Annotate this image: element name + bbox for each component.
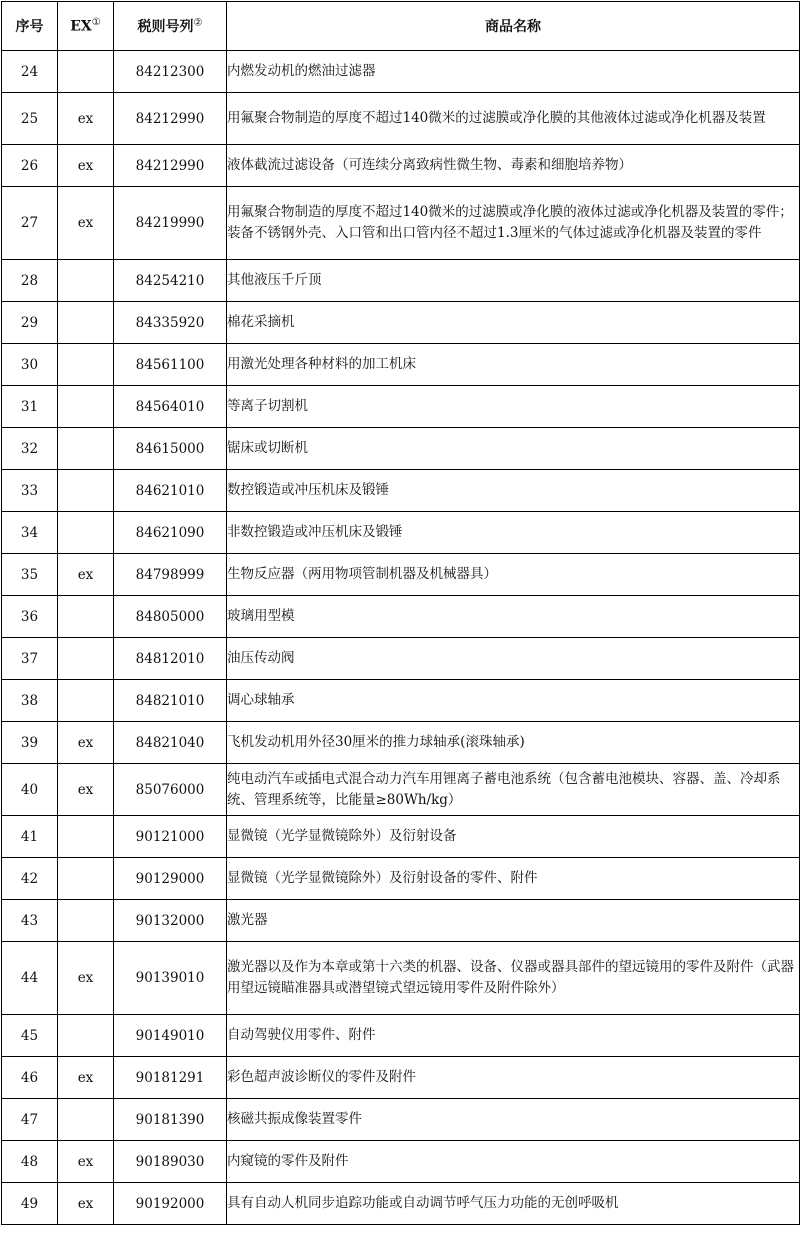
product-name-cell: 内燃发动机的燃油过滤器: [227, 51, 800, 93]
tariff-code-cell: 84212990: [114, 145, 227, 187]
tariff-code-cell: 84564010: [114, 386, 227, 428]
serial-number-cell: 38: [2, 680, 58, 722]
header-row: [2, 2, 800, 51]
table-row: [2, 764, 800, 816]
ex-marker-cell: ex: [58, 1183, 114, 1225]
serial-number-cell: 42: [2, 858, 58, 900]
serial-number-cell: 49: [2, 1183, 58, 1225]
product-name-cell: 生物反应器（两用物项管制机器及机械器具）: [227, 554, 800, 596]
serial-number-cell: 29: [2, 302, 58, 344]
table-row: [2, 858, 800, 900]
table-row: [2, 596, 800, 638]
ex-footnote-marker: ①: [91, 17, 101, 29]
tariff-code-cell: 84212990: [114, 93, 227, 145]
tariff-code-cell: 84821040: [114, 722, 227, 764]
product-name-cell: 核磁共振成像装置零件: [227, 1099, 800, 1141]
tariff-code-cell: 84335920: [114, 302, 227, 344]
table-row: [2, 816, 800, 858]
tariff-code-cell: 84561100: [114, 344, 227, 386]
tariff-code-cell: 84821010: [114, 680, 227, 722]
table-row: [2, 51, 800, 93]
header-product-name: 商品名称: [227, 2, 800, 51]
serial-number-cell: 25: [2, 93, 58, 145]
table-row: [2, 900, 800, 942]
product-name-cell: 非数控锻造或冲压机床及锻锤: [227, 512, 800, 554]
code-footnote-marker: ②: [193, 17, 203, 29]
table-row: [2, 1057, 800, 1099]
ex-marker-cell: ex: [58, 554, 114, 596]
product-name-cell: 具有自动人机同步追踪功能或自动调节呼气压力功能的无创呼吸机: [227, 1183, 800, 1225]
tariff-code-cell: 84812010: [114, 638, 227, 680]
table-row: [2, 1183, 800, 1225]
ex-marker-cell: [58, 260, 114, 302]
serial-number-cell: 32: [2, 428, 58, 470]
serial-number-cell: 24: [2, 51, 58, 93]
serial-number-cell: 33: [2, 470, 58, 512]
table-row: [2, 344, 800, 386]
ex-marker-cell: ex: [58, 187, 114, 260]
table-row: [2, 722, 800, 764]
tariff-table: [1, 1, 800, 1225]
serial-number-cell: 40: [2, 764, 58, 816]
ex-marker-cell: [58, 596, 114, 638]
product-name-cell: 用氟聚合物制造的厚度不超过140微米的过滤膜或净化膜的液体过滤或净化机器及装置的零件；装备不锈钢外壳、入口管和出口管内径不超过1.3厘米的气体过滤或净化机器及装置的零件: [227, 187, 800, 260]
tariff-code-cell: 85076000: [114, 764, 227, 816]
product-name-cell: 等离子切割机: [227, 386, 800, 428]
tariff-code-cell: 84805000: [114, 596, 227, 638]
table-body: [2, 51, 800, 1225]
serial-number-cell: 41: [2, 816, 58, 858]
tariff-code-cell: 90192000: [114, 1183, 227, 1225]
ex-marker-cell: ex: [58, 942, 114, 1015]
tariff-code-cell: 90189030: [114, 1141, 227, 1183]
header-serial-number: 序号: [2, 2, 58, 51]
ex-marker-cell: [58, 900, 114, 942]
serial-number-cell: 35: [2, 554, 58, 596]
ex-marker-cell: ex: [58, 145, 114, 187]
tariff-code-cell: 90139010: [114, 942, 227, 1015]
ex-marker-cell: [58, 512, 114, 554]
table-row: [2, 428, 800, 470]
tariff-code-cell: 84615000: [114, 428, 227, 470]
tariff-code-cell: 84212300: [114, 51, 227, 93]
table-row: [2, 302, 800, 344]
table-row: [2, 942, 800, 1015]
ex-marker-cell: ex: [58, 1057, 114, 1099]
tariff-code-cell: 84219990: [114, 187, 227, 260]
product-name-cell: 液体截流过滤设备（可连续分离致病性微生物、毒素和细胞培养物）: [227, 145, 800, 187]
ex-marker-cell: [58, 344, 114, 386]
ex-marker-cell: [58, 428, 114, 470]
tariff-code-cell: 90149010: [114, 1015, 227, 1057]
product-name-cell: 锯床或切断机: [227, 428, 800, 470]
product-name-cell: 显微镜（光学显微镜除外）及衍射设备: [227, 816, 800, 858]
product-name-cell: 内窥镜的零件及附件: [227, 1141, 800, 1183]
serial-number-cell: 44: [2, 942, 58, 1015]
serial-number-cell: 34: [2, 512, 58, 554]
tariff-code-cell: 84621090: [114, 512, 227, 554]
product-name-cell: 激光器: [227, 900, 800, 942]
product-name-cell: 用激光处理各种材料的加工机床: [227, 344, 800, 386]
tariff-code-cell: 90129000: [114, 858, 227, 900]
header-tariff-code: 税则号列②: [114, 2, 227, 51]
product-name-cell: 纯电动汽车或插电式混合动力汽车用锂离子蓄电池系统（包含蓄电池模块、容器、盖、冷却系统、管理系统等，比能量≥80Wh/kg）: [227, 764, 800, 816]
table-row: [2, 187, 800, 260]
ex-marker-cell: [58, 638, 114, 680]
product-name-cell: 显微镜（光学显微镜除外）及衍射设备的零件、附件: [227, 858, 800, 900]
table-row: [2, 386, 800, 428]
product-name-cell: 棉花采摘机: [227, 302, 800, 344]
ex-marker-cell: [58, 680, 114, 722]
ex-marker-cell: ex: [58, 722, 114, 764]
table-row: [2, 554, 800, 596]
serial-number-cell: 46: [2, 1057, 58, 1099]
table-row: [2, 93, 800, 145]
ex-marker-cell: [58, 302, 114, 344]
ex-marker-cell: [58, 386, 114, 428]
ex-marker-cell: ex: [58, 764, 114, 816]
ex-marker-cell: [58, 51, 114, 93]
ex-marker-cell: [58, 858, 114, 900]
serial-number-cell: 26: [2, 145, 58, 187]
tariff-code-cell: 84621010: [114, 470, 227, 512]
tariff-code-cell: 90132000: [114, 900, 227, 942]
ex-marker-cell: [58, 470, 114, 512]
serial-number-cell: 27: [2, 187, 58, 260]
product-name-cell: 飞机发动机用外径30厘米的推力球轴承(滚珠轴承): [227, 722, 800, 764]
product-name-cell: 玻璃用型模: [227, 596, 800, 638]
table-row: [2, 680, 800, 722]
ex-marker-cell: [58, 816, 114, 858]
product-name-cell: 数控锻造或冲压机床及锻锤: [227, 470, 800, 512]
serial-number-cell: 28: [2, 260, 58, 302]
product-name-cell: 其他液压千斤顶: [227, 260, 800, 302]
tariff-code-cell: 84798999: [114, 554, 227, 596]
product-name-cell: 激光器以及作为本章或第十六类的机器、设备、仪器或器具部件的望远镜用的零件及附件（武器用望远镜瞄准器具或潜望镜式望远镜用零件及附件除外）: [227, 942, 800, 1015]
product-name-cell: 调心球轴承: [227, 680, 800, 722]
serial-number-cell: 47: [2, 1099, 58, 1141]
table-row: [2, 145, 800, 187]
header-ex: EX①: [58, 2, 114, 51]
tariff-code-cell: 84254210: [114, 260, 227, 302]
serial-number-cell: 37: [2, 638, 58, 680]
serial-number-cell: 45: [2, 1015, 58, 1057]
ex-marker-cell: [58, 1099, 114, 1141]
ex-marker-cell: [58, 1015, 114, 1057]
serial-number-cell: 48: [2, 1141, 58, 1183]
tariff-code-cell: 90181291: [114, 1057, 227, 1099]
table-row: [2, 1099, 800, 1141]
product-name-cell: 自动驾驶仪用零件、附件: [227, 1015, 800, 1057]
product-name-cell: 油压传动阀: [227, 638, 800, 680]
table-row: [2, 1015, 800, 1057]
table-row: [2, 1141, 800, 1183]
table-row: [2, 638, 800, 680]
serial-number-cell: 31: [2, 386, 58, 428]
product-name-cell: 彩色超声波诊断仪的零件及附件: [227, 1057, 800, 1099]
serial-number-cell: 36: [2, 596, 58, 638]
ex-marker-cell: ex: [58, 1141, 114, 1183]
serial-number-cell: 43: [2, 900, 58, 942]
ex-marker-cell: ex: [58, 93, 114, 145]
serial-number-cell: 39: [2, 722, 58, 764]
table-row: [2, 470, 800, 512]
tariff-code-cell: 90181390: [114, 1099, 227, 1141]
product-name-cell: 用氟聚合物制造的厚度不超过140微米的过滤膜或净化膜的其他液体过滤或净化机器及装置: [227, 93, 800, 145]
serial-number-cell: 30: [2, 344, 58, 386]
table-header: [2, 2, 800, 51]
table-row: [2, 260, 800, 302]
tariff-code-cell: 90121000: [114, 816, 227, 858]
table-row: [2, 512, 800, 554]
